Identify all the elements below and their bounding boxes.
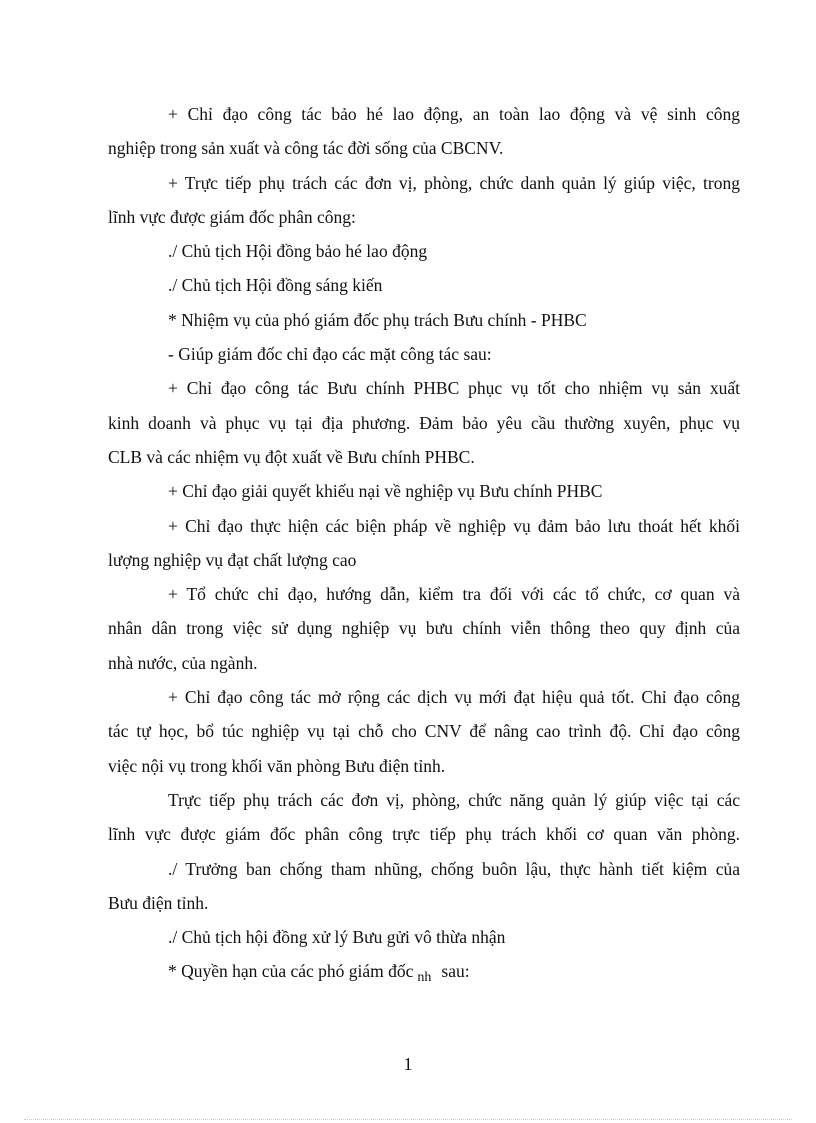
text-line: nhân dân trong việc sử dụng nghiệp vụ bưu chính viễn thông theo quy định của xyxy=(108,618,740,639)
text-line: ./ Chủ tịch Hội đồng bảo hé lao động xyxy=(168,241,428,262)
text-line: + Chỉ đạo công tác Bưu chính PHBC phục vụ tốt cho nhiệm vụ sản xuất xyxy=(168,378,740,399)
text-line: kinh doanh và phục vụ tại địa phương. Đảm bảo yêu cầu thường xuyên, phục vụ xyxy=(108,412,740,433)
bottom-dotted-rule xyxy=(24,1119,792,1120)
text-line: Trực tiếp phụ trách các đơn vị, phòng, chức năng quản lý giúp việc tại các xyxy=(168,789,740,810)
text-line: + Chỉ đạo thực hiện các biện pháp về nghiệp vụ đảm bảo lưu thoát hết khối xyxy=(168,515,740,536)
text-line: ./ Chủ tịch Hội đồng sáng kiến xyxy=(168,275,383,296)
text-line: Bưu điện tỉnh. xyxy=(108,892,209,913)
text-line: lĩnh vực được giám đốc phân công: xyxy=(108,206,356,227)
text-line: nghiệp trong sản xuất và công tác đời sống của CBCNV. xyxy=(108,138,504,159)
text-line: ./ Trưởng ban chống tham nhũng, chống buôn lậu, thực hành tiết kiệm của xyxy=(168,858,740,879)
text-line: * Nhiệm vụ của phó giám đốc phụ trách Bưu chính - PHBC xyxy=(168,309,587,330)
text-line: việc nội vụ trong khối văn phòng Bưu điện tỉnh. xyxy=(108,755,446,776)
last-line-after: sau: xyxy=(441,961,470,982)
text-line: lĩnh vực được giám đốc phân công trực tiếp phụ trách khối cơ quan văn phòng. xyxy=(108,824,740,845)
text-line: - Giúp giám đốc chỉ đạo các mặt công tác sau: xyxy=(168,344,492,365)
text-line: + Chỉ đạo công tác bảo hé lao động, an toàn lao động và vệ sinh công xyxy=(168,104,740,124)
text-line: + Chỉ đạo công tác mở rộng các dịch vụ mới đạt hiệu quả tốt. Chỉ đạo công xyxy=(168,687,740,708)
text-line: + Trực tiếp phụ trách các đơn vị, phòng, chức danh quản lý giúp việc, trong xyxy=(168,172,740,193)
text-line: + Chỉ đạo giải quyết khiếu nại về nghiệp vụ Bưu chính PHBC xyxy=(168,481,603,502)
text-line: + Tổ chức chỉ đạo, hướng dẫn, kiểm tra đối với các tổ chức, cơ quan và xyxy=(168,584,740,605)
text-line: nhà nước, của ngành. xyxy=(108,652,258,673)
text-line-last xyxy=(108,954,740,988)
last-line-sub: nh xyxy=(417,970,432,986)
text-line: tác tự học, bổ túc nghiệp vụ tại chỗ cho CNV để nâng cao trình độ. Chỉ đạo công xyxy=(108,721,740,742)
page-number: 1 xyxy=(403,1054,413,1074)
text-line: lượng nghiệp vụ đạt chất lượng cao xyxy=(108,549,357,570)
document-body xyxy=(108,97,740,989)
last-line-before: * Quyền hạn của các phó giám đốc xyxy=(168,961,414,982)
text-line: ./ Chủ tịch hội đồng xử lý Bưu gửi vô thừa nhận xyxy=(168,927,506,948)
text-line: CLB và các nhiệm vụ đột xuất về Bưu chính PHBC. xyxy=(108,446,475,467)
